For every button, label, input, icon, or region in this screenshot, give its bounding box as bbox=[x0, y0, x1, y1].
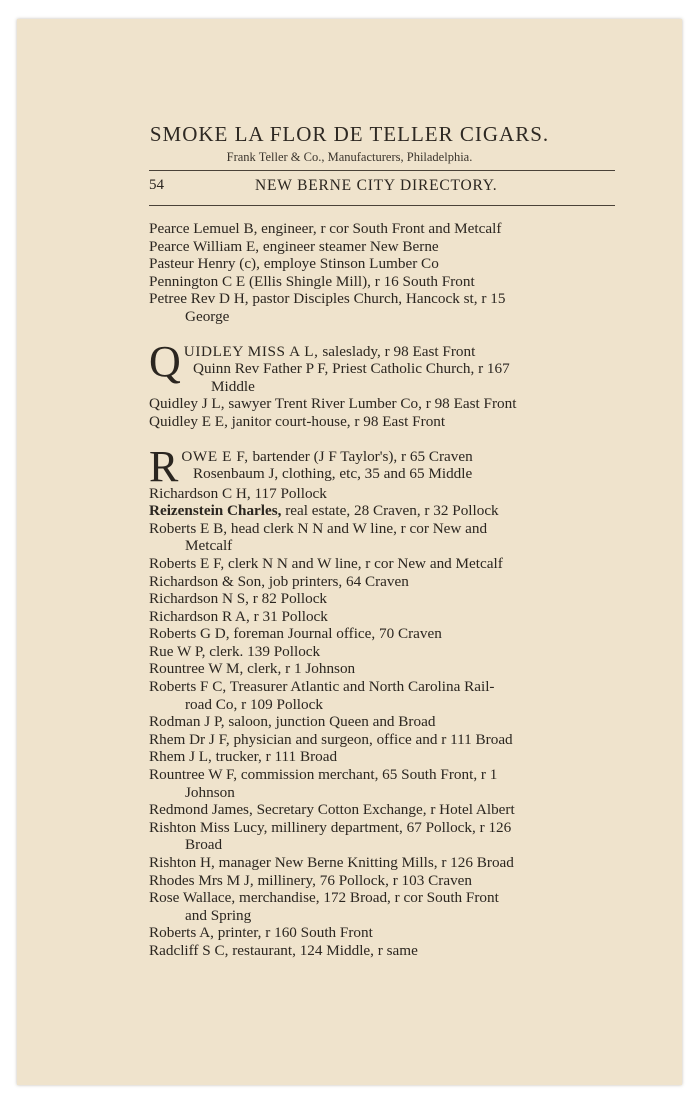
entry-details: 117 Pollock bbox=[250, 484, 327, 502]
entry-continuation: George bbox=[185, 307, 230, 325]
directory-entry bbox=[149, 678, 619, 696]
entry-name: Redmond James, bbox=[149, 801, 253, 819]
directory-entry bbox=[149, 801, 619, 819]
directory-entry bbox=[149, 360, 619, 378]
directory-entry bbox=[149, 942, 619, 960]
entry-name: OWE E F, bbox=[181, 447, 249, 465]
directory-entry bbox=[149, 220, 619, 238]
entry-details: engineer, r cor South Front and Metcalf bbox=[257, 220, 502, 237]
entry-details: job printers, 64 Craven bbox=[265, 572, 409, 590]
advertisement-subtitle: Frank Teller & Co., Manufacturers, Philadelphia. bbox=[226, 150, 473, 164]
directory-entry bbox=[149, 465, 619, 483]
entry-name: Rue W P, bbox=[149, 642, 206, 660]
directory-entry bbox=[149, 731, 619, 749]
entry-details: r 31 Pollock bbox=[249, 607, 328, 625]
entry-name: Richardson R A, bbox=[149, 607, 250, 625]
entry-details: janitor court-house, r 98 East Front bbox=[227, 412, 446, 430]
directory-entry bbox=[149, 748, 619, 766]
directory-entry bbox=[149, 395, 619, 413]
entry-name: Rose Wallace, bbox=[149, 889, 236, 907]
entry-name: Richardson & Son, bbox=[149, 572, 266, 590]
entry-details: clerk, r 1 Johnson bbox=[243, 660, 356, 678]
section-gap bbox=[149, 431, 619, 448]
entry-name: Roberts E F, bbox=[149, 554, 225, 572]
entry-details: restaurant, 124 Middle, r same bbox=[228, 941, 418, 959]
entry-details: clerk. 139 Pollock bbox=[205, 642, 321, 660]
entry-name: Roberts E B, bbox=[149, 519, 228, 537]
entry-details: bartender (J F Taylor's), r 65 Craven bbox=[248, 447, 473, 465]
directory-entry bbox=[149, 413, 619, 431]
entry-name: Pasteur Henry (c), bbox=[149, 255, 260, 273]
entry-name: Rountree W F, bbox=[149, 766, 238, 784]
directory-entry bbox=[149, 290, 619, 308]
directory-page bbox=[17, 19, 682, 1085]
entry-name: Quidley J L, bbox=[149, 395, 225, 413]
entry-details: sawyer Trent River Lumber Co, r 98 East Front bbox=[224, 395, 517, 413]
directory-entry bbox=[149, 660, 619, 678]
directory-entry bbox=[149, 625, 619, 643]
advertisement-title: SMOKE LA FLOR DE TELLER CIGARS. bbox=[149, 122, 550, 146]
entry-details: Secretary Cotton Exchange, r Hotel Albert bbox=[252, 801, 515, 819]
entry-continuation: Broad bbox=[185, 836, 223, 854]
section-q bbox=[149, 336, 619, 431]
entry-details: head clerk N N and W line, r cor New and bbox=[227, 519, 488, 537]
entry-details: saleslady, r 98 East Front bbox=[318, 342, 476, 360]
entry-details: millinery, 76 Pollock, r 103 Craven bbox=[253, 871, 472, 889]
directory-entry bbox=[149, 485, 619, 503]
entry-name: Rodman J P, bbox=[149, 713, 225, 731]
entry-name: Rhem J L, bbox=[149, 748, 212, 766]
entry-name: Reizenstein Charles, bbox=[149, 502, 282, 520]
directory-entry bbox=[149, 766, 619, 784]
directory-entries bbox=[149, 220, 619, 960]
entry-continuation: Metcalf bbox=[185, 537, 233, 555]
directory-entry bbox=[149, 872, 619, 890]
directory-entry bbox=[149, 819, 619, 837]
entry-name: UIDLEY MISS A L, bbox=[183, 342, 319, 360]
entry-details: merchandise, 172 Broad, r cor South Front bbox=[235, 889, 499, 907]
directory-entry bbox=[149, 924, 619, 942]
section-r-entries bbox=[149, 485, 619, 960]
directory-entry bbox=[149, 520, 619, 538]
entry-name: Richardson C H, bbox=[149, 484, 251, 502]
entry-details: manager New Berne Knitting Mills, r 126 Broad bbox=[214, 854, 514, 871]
entry-details: printer, r 160 South Front bbox=[213, 924, 373, 942]
header-rule-top bbox=[149, 170, 615, 171]
directory-entry bbox=[149, 502, 619, 520]
entry-details: physician and surgeon, office and r 111 Broad bbox=[229, 730, 513, 748]
directory-entry bbox=[149, 255, 619, 273]
directory-entry bbox=[149, 854, 619, 872]
entry-details: millinery department, 67 Pollock, r 126 bbox=[267, 818, 512, 836]
section-gap bbox=[149, 326, 619, 343]
directory-entry bbox=[149, 238, 619, 256]
directory-entry bbox=[149, 643, 619, 661]
entry-name: Quidley E E, bbox=[149, 412, 228, 430]
entry-text: Rosenbaum J, clothing, etc, 35 and 65 Middle bbox=[193, 465, 473, 483]
entry-name: Rhodes Mrs M J, bbox=[149, 871, 254, 889]
section-q-entries bbox=[149, 395, 619, 430]
entry-text: Quinn Rev Father P F, Priest Catholic Church, r 167 bbox=[193, 360, 510, 378]
directory-entry bbox=[149, 555, 619, 573]
entry-details: saloon, junction Queen and Broad bbox=[224, 713, 436, 731]
drop-cap-q: Q bbox=[149, 336, 181, 386]
directory-entry bbox=[149, 889, 619, 907]
entry-details: clerk N N and W line, r cor New and Metcalf bbox=[224, 554, 503, 572]
entry-details: (Ellis Shingle Mill), r 16 South Front bbox=[245, 272, 475, 290]
directory-entry bbox=[149, 713, 619, 731]
entry-continuation: Middle bbox=[211, 377, 255, 395]
entry-details: trucker, r 111 Broad bbox=[211, 748, 338, 766]
entry-details: Treasurer Atlantic and North Carolina Rail- bbox=[226, 678, 495, 696]
entry-details: engineer steamer New Berne bbox=[259, 237, 439, 255]
directory-entry bbox=[149, 573, 619, 591]
entry-name: Petree Rev D H, bbox=[149, 290, 249, 308]
directory-entry bbox=[149, 608, 619, 626]
page-number: 54 bbox=[149, 177, 164, 193]
entry-name: Pearce Lemuel B, bbox=[149, 220, 258, 237]
drop-cap-r: R bbox=[149, 441, 179, 491]
header-rule-bottom bbox=[149, 205, 615, 206]
entry-details: real estate, 28 Craven, r 32 Pollock bbox=[281, 502, 499, 520]
entry-continuation: Johnson bbox=[185, 783, 235, 801]
entry-name: Roberts A, bbox=[149, 924, 214, 942]
entry-name: Radcliff S C, bbox=[149, 941, 229, 959]
entry-details: commission merchant, 65 South Front, r 1 bbox=[237, 766, 498, 784]
entry-name: Pennington C E bbox=[149, 272, 246, 290]
entry-details: pastor Disciples Church, Hancock st, r 15 bbox=[248, 290, 506, 308]
entry-details: r 82 Pollock bbox=[248, 590, 328, 608]
entry-name: Rhem Dr J F, bbox=[149, 730, 230, 748]
entry-name: Roberts G D, bbox=[149, 625, 230, 643]
running-head: NEW BERNE CITY DIRECTORY. bbox=[255, 177, 498, 194]
entry-name: Rishton H, bbox=[149, 854, 215, 871]
section-p bbox=[149, 220, 619, 326]
entry-name: Rountree W M, bbox=[149, 660, 244, 678]
entry-name: Rishton Miss Lucy, bbox=[149, 818, 268, 836]
entry-name: Roberts F C, bbox=[149, 678, 227, 696]
entry-details: foreman Journal office, 70 Craven bbox=[229, 625, 442, 643]
entry-continuation: road Co, r 109 Pollock bbox=[185, 695, 323, 713]
directory-entry bbox=[149, 273, 619, 291]
entry-name: Pearce William E, bbox=[149, 237, 260, 255]
directory-entry bbox=[149, 590, 619, 608]
entry-name: Richardson N S, bbox=[149, 590, 249, 608]
entry-details: employe Stinson Lumber Co bbox=[259, 255, 439, 273]
entry-continuation: and Spring bbox=[185, 906, 252, 924]
section-r bbox=[149, 441, 619, 960]
